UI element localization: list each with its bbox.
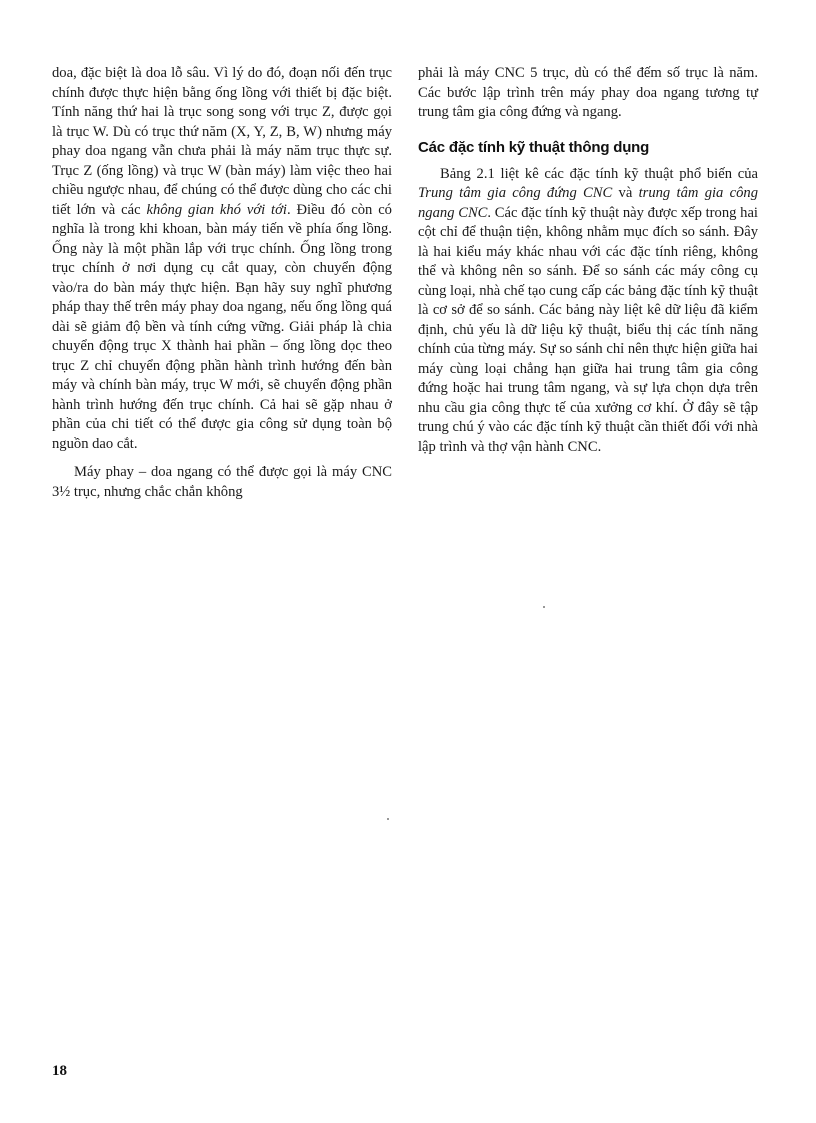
paragraph-text: và [612,185,639,201]
italic-phrase: trung tâm gia công ngang CNC [418,185,758,221]
paragraph-text: . Các đặc tính kỹ thuật này được xếp trong hai cột chỉ để thuận tiện, không nhằm mục đích so sánh. Đây là hai kiểu máy khác nhau với các đặc tính riêng, không thể và không nên so sánh. Để so sánh các máy công cụ cùng loại, nhà chế tạo cung cấp các bảng đặc tính kỹ thuật là cơ sở để so sánh. Các bảng này liệt kê dữ liệu đã kiểm định, chủ yếu là dữ liệu kỹ thuật, biểu thị các tính năng chính của từng máy. Sự so sánh chỉ nên thực hiện giữa hai máy cùng loại chẳng hạn giữa hai trung tâm gia công đứng hoặc hai trung tâm ngang, và sự lựa chọn dựa trên nhu cầu gia công thực tế của xưởng cơ khí. Ở đây sẽ tập trung chú ý vào các đặc tính kỹ thuật cần thiết đối với nhà lập trình và thợ vận hành CNC. [418,204,758,455]
left-column [52,64,392,502]
paragraph-text: doa, đặc biệt là doa lỗ sâu. Vì lý do đó, đoạn nối đến trục chính được thực hiện bằng ống lồng với thiết bị đặc biệt. Tính năng thứ hai là trục song song với trục Z, được gọi là trục W. Dù có trục thứ năm (X, Y, Z, B, W) nhưng máy phay doa ngang vẫn chưa phải là máy năm trục thực sự. Trục Z (ống lồng) và trục W (bàn máy) làm việc theo hai chiều ngược nhau, để chúng có thể được dùng cho các chi tiết lớn và các [52,65,392,218]
body-paragraph [52,64,392,454]
paragraph-text: Bảng 2.1 liệt kê các đặc tính kỹ thuật phổ biến của [440,165,758,182]
right-column [418,64,758,457]
body-paragraph: Máy phay – doa ngang có thể được gọi là máy CNC 3½ trục, nhưng chắc chắn không [52,464,392,500]
scan-speck [543,606,545,608]
section-heading: Các đặc tính kỹ thuật thông dụng [418,138,650,156]
italic-phrase: không gian khó với tới [146,201,287,218]
scan-speck [387,818,389,820]
page-number: 18 [52,1063,67,1079]
body-paragraph [418,165,758,458]
paragraph-text: . Điều đó còn có nghĩa là trong khi khoan, bàn máy tiến về phía ống lồng. Ống này là một phần lắp với trục chính. Ống lồng trong trục chính ở nơi dụng cụ cắt quay, còn chuyển động vào/ra do bàn máy thực hiện. Bạn hãy suy nghĩ phương pháp thay thế trên máy phay doa ngang, nếu ống lồng quá dài sẽ giảm độ bền và tính cứng vững. Giải pháp là chia chuyển động trục X thành hai phần – ống lồng dọc theo trục Z chỉ chuyển động phần hành trình hướng đến bàn máy và chính bàn máy, trục W mới, sẽ chuyển động phần hành trình hướng đến trục chính. Cả hai sẽ gặp nhau ở phần của chi tiết có thể được gia công sử dụng toàn bộ nguồn dao cắt. [52,201,392,452]
body-paragraph: phải là máy CNC 5 trục, dù có thể đếm số trục là năm. Các bước lập trình trên máy phay doa ngang tương tự trung tâm gia công đứng và ngang. [418,65,758,120]
italic-phrase: Trung tâm gia công đứng CNC [418,185,613,201]
